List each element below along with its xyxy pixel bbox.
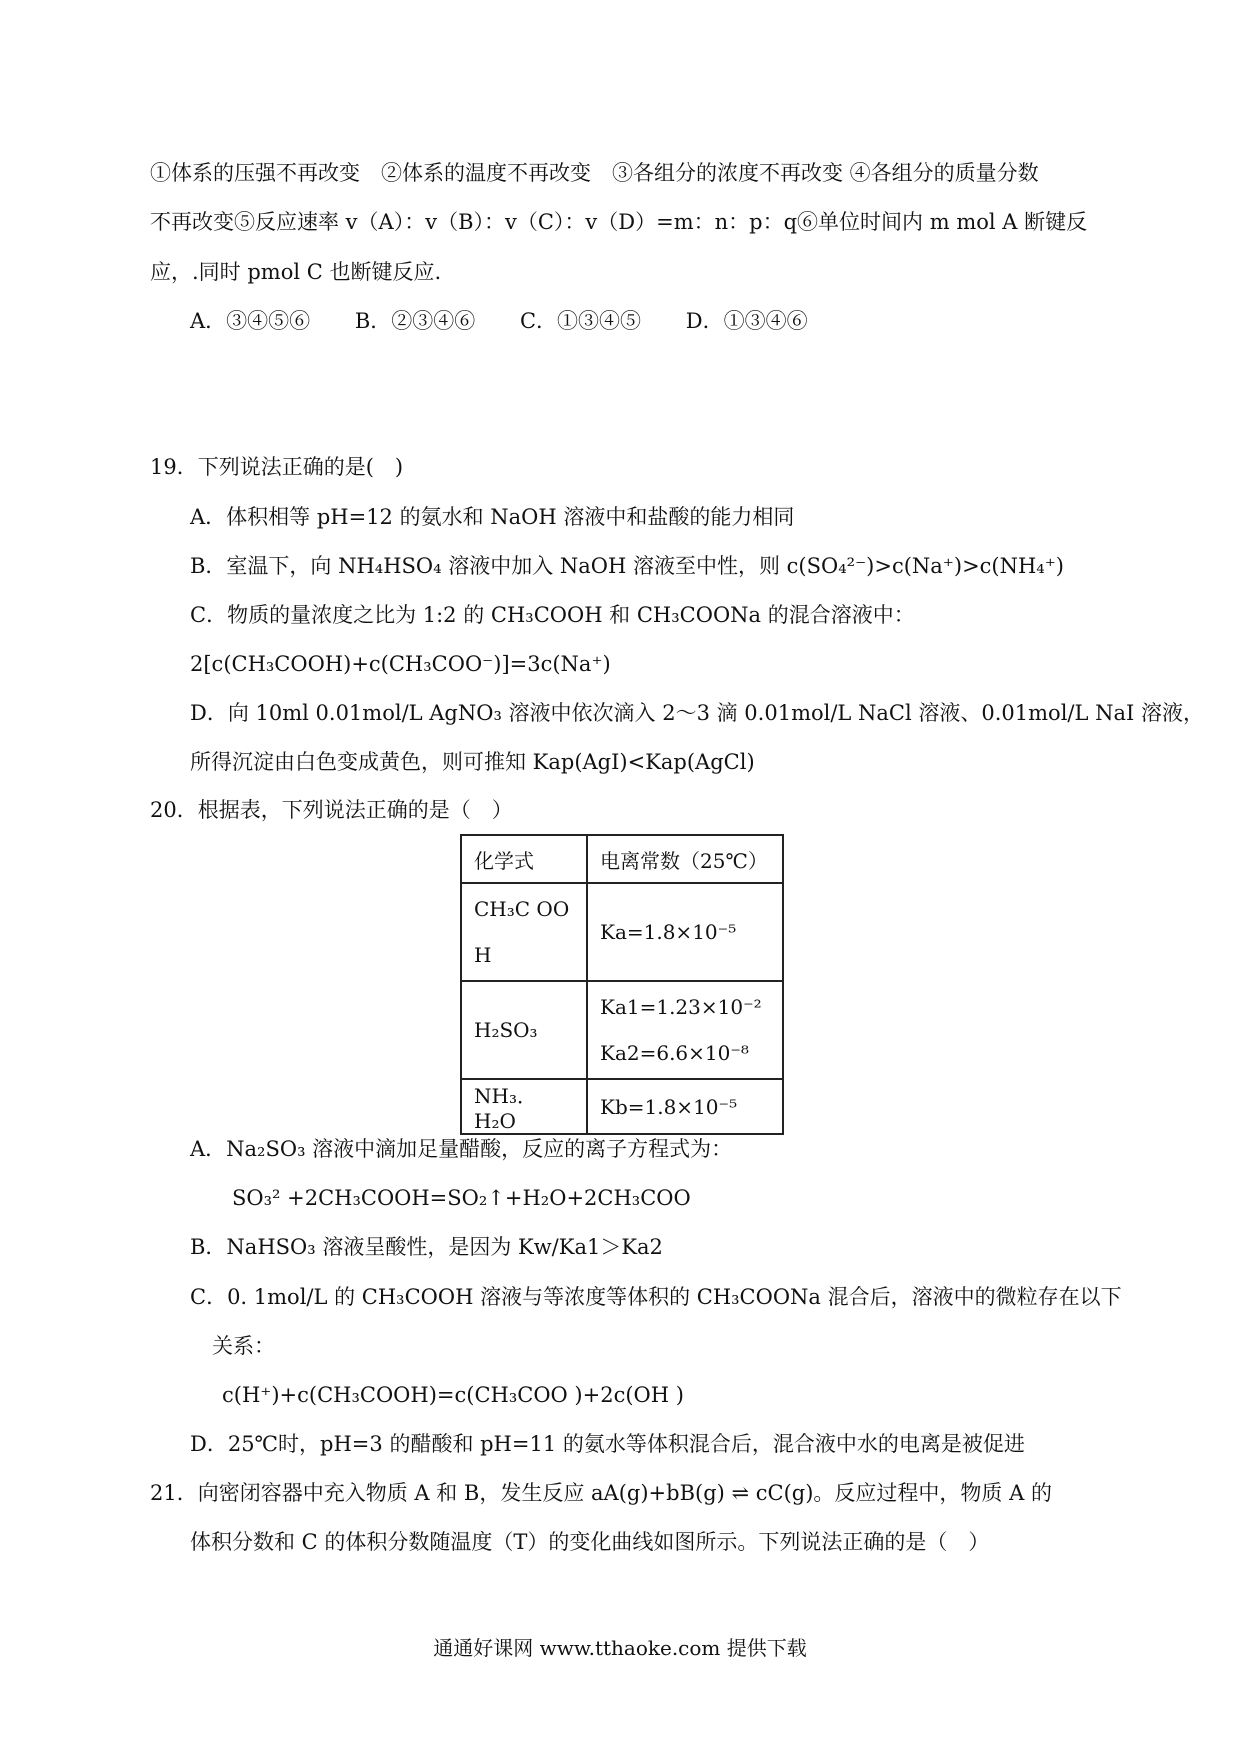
q20-stem: 20．根据表，下列说法正确的是（ ） [150,798,513,822]
q21-stem-cont: 体积分数和 C 的体积分数随温度（T）的变化曲线如图所示。下列说法正确的是（ ） [190,1530,990,1554]
q18-option-b: B．②③④⑥ [354,309,476,333]
table-header-row [461,835,783,883]
constant-ka1: Ka1=1.23×10⁻² [600,995,762,1019]
q18-line-3: 应，.同时 pmol C 也断键反应. [150,260,442,284]
ionization-constant-table [460,834,784,1135]
formula-cell: H₂SO₃ [461,981,587,1079]
q18-line-1: ①体系的压强不再改变 ②体系的温度不再改变 ③各组分的浓度不再改变 ④各组分的质量分数 [150,161,1039,185]
q20-option-c: C．0. 1mol/L 的 CH₃COOH 溶液与等浓度等体积的 CH₃COONa 混合后，溶液中的微粒存在以下 [190,1285,1122,1309]
q19-option-b: B．室温下，向 NH₄HSO₄ 溶液中加入 NaOH 溶液至中性，则 c(SO₄²⁻)>c(Na⁺)>c(NH₄⁺) [190,554,1065,578]
formula-text-cont: H [474,943,492,967]
formula-cell [461,883,587,981]
q19-option-c-formula: 2[c(CH₃COOH)+c(CH₃COO⁻)]=3c(Na⁺) [190,652,611,676]
q19-option-d-cont: 所得沉淀由白色变成黄色，则可推知 Kap(AgI)<Kap(AgCl) [190,750,755,774]
q18-option-a: A．③④⑤⑥ [190,309,311,333]
q18-option-c: C．①③④⑤ [519,309,642,333]
constant-cell: Kb=1.8×10⁻⁵ [587,1079,783,1134]
formula-cell: NH₃．H₂O [461,1079,587,1134]
constant-cell: Ka=1.8×10⁻⁵ [587,883,783,981]
q19-option-a: A．体积相等 pH=12 的氨水和 NaOH 溶液中和盐酸的能力相同 [190,505,795,529]
formula-text: CH₃C OO [474,897,570,921]
header-formula: 化学式 [461,835,587,883]
table-row [461,1079,783,1134]
q18-option-d: D．①③④⑥ [685,309,808,333]
q18-options [190,305,846,335]
header-constant: 电离常数（25℃） [587,835,783,883]
q19-option-c: C．物质的量浓度之比为 1:2 的 CH₃COOH 和 CH₃COONa 的混合溶液中： [190,603,915,627]
q19-stem: 19．下列说法正确的是( ) [150,455,404,479]
q18-line-2: 不再改变⑤反应速率 v（A）：v（B）：v（C）：v（D）=m：n：p：q⑥单位时间内 m mol A 断键反 [150,210,1088,234]
q20-option-b: B．NaHSO₃ 溶液呈酸性，是因为 Kw/Ka1＞Ka2 [190,1235,663,1259]
table-row [461,883,783,981]
q20-option-a-equation: SO₃² +2CH₃COOH=SO₂↑+H₂O+2CH₃COO [232,1186,691,1210]
q20-option-d: D．25℃时，pH=3 的醋酸和 pH=11 的氨水等体积混合后，混合液中水的电离是被促进 [190,1432,1025,1456]
constant-ka2: Ka2=6.6×10⁻⁸ [600,1041,749,1065]
constant-cell [587,981,783,1079]
q20-option-a: A．Na₂SO₃ 溶液中滴加足量醋酸，反应的离子方程式为： [190,1137,733,1161]
table-row [461,981,783,1079]
q20-option-c-formula: c(H⁺)+c(CH₃COOH)=c(CH₃COO )+2c(OH ) [222,1383,684,1407]
q19-option-d: D．向 10ml 0.01mol/L AgNO₃ 溶液中依次滴入 2～3 滴 0.01mol/L NaCl 溶液、0.01mol/L NaI 溶液， [190,701,1204,725]
page-footer: 通通好课网 www.tthaoke.com 提供下载 [433,1636,807,1660]
q20-option-c-cont: 关系： [212,1334,275,1358]
q21-stem: 21．向密闭容器中充入物质 A 和 B，发生反应 aA(g)+bB(g) ⇌ cC(g)。反应过程中，物质 A 的 [150,1481,1052,1505]
